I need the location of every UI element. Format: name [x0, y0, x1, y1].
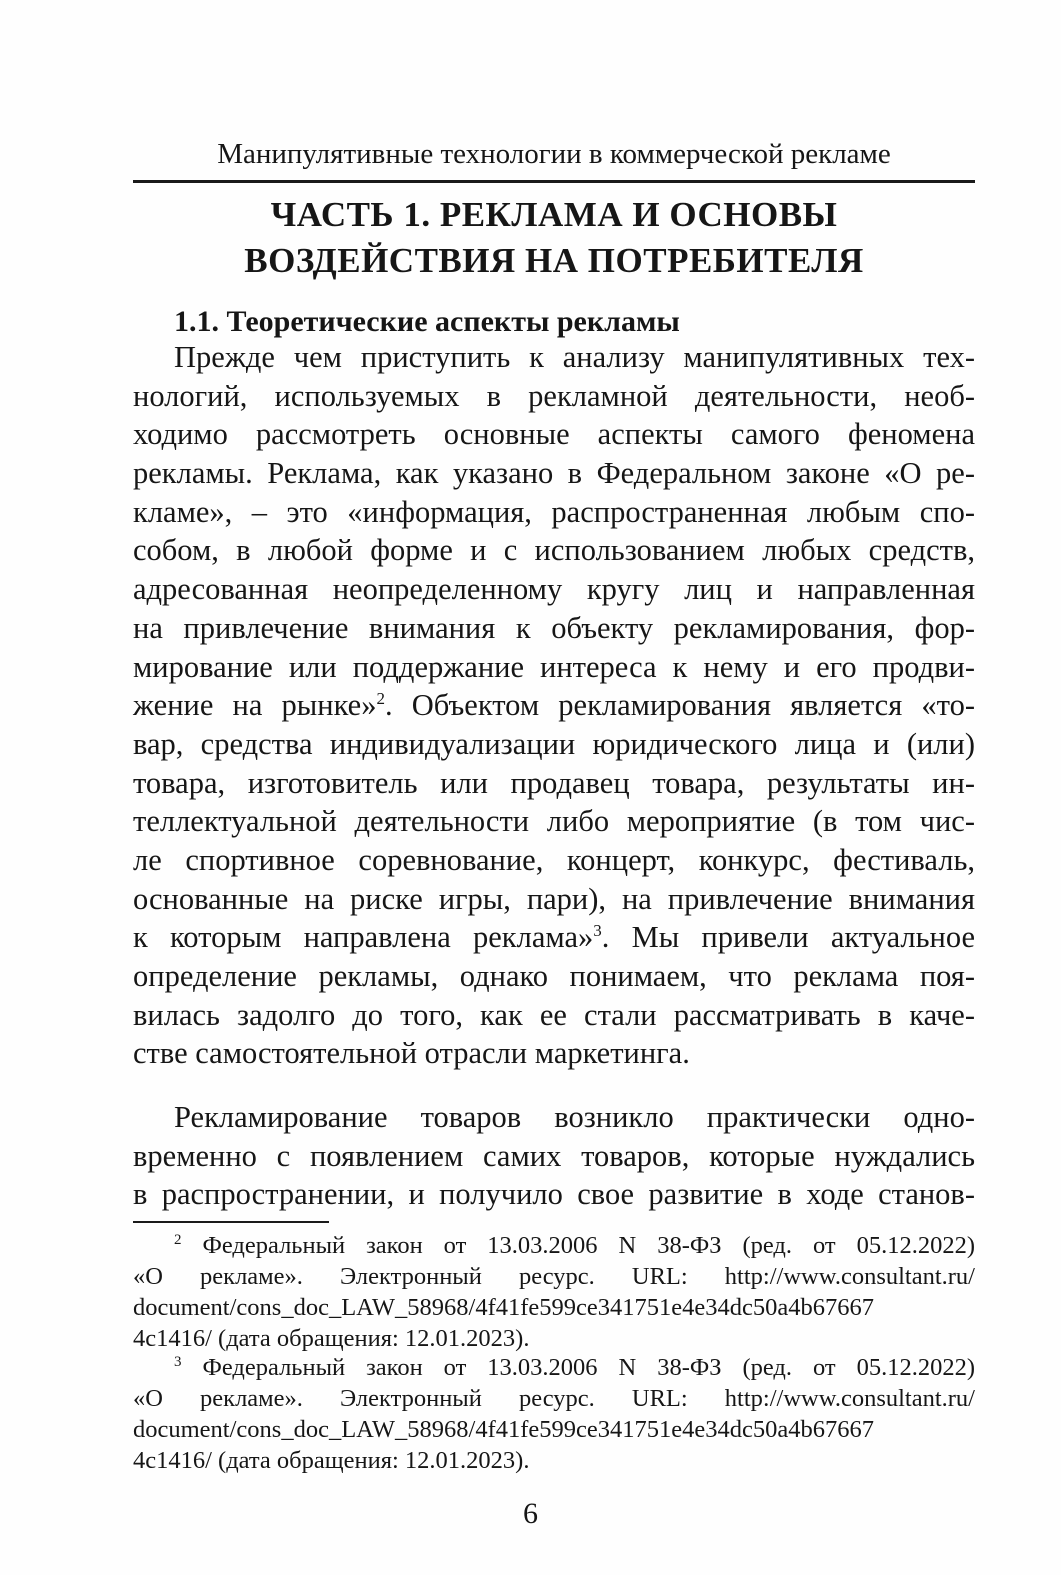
text-line: теллектуальной деятельности либо мероприятие (в том чис- — [133, 804, 975, 839]
text-line: Рекламирование товаров возникло практически одно- — [174, 1100, 975, 1134]
footnote-line: 4c1416/ (дата обращения: 12.01.2023). — [133, 1325, 530, 1352]
footnote-text: Федеральный закон от 13.03.2006 N 38-ФЗ (ред. от 05.12.2022) — [202, 1232, 976, 1259]
text-segment: к которым направлена реклама» — [133, 920, 594, 955]
header-rule — [133, 180, 975, 183]
text-line: стве самостоятельной отрасли маркетинга. — [133, 1036, 690, 1071]
footnote-line: «О рекламе». Электронный ресурс. URL: http://www.consultant.ru/ — [133, 1385, 975, 1412]
part-title-line-1: ЧАСТЬ 1. РЕКЛАМА И ОСНОВЫ — [270, 195, 838, 234]
part-title-line-2: ВОЗДЕЙСТВИЯ НА ПОТРЕБИТЕЛЯ — [244, 241, 864, 280]
footnote-ref-2[interactable]: 2 — [376, 689, 385, 709]
text-line: временно с появлением самих товаров, которые нуждались — [133, 1138, 975, 1173]
text-line: определение рекламы, однако понимаем, что реклама поя- — [133, 959, 975, 993]
footnote-rule — [133, 1221, 329, 1223]
page-number: 6 — [523, 1497, 538, 1530]
text-line: рекламы. Реклама, как указано в Федеральном законе «О ре- — [133, 456, 975, 491]
body-paragraph-1 — [133, 338, 975, 1073]
footnote-line: «О рекламе». Электронный ресурс. URL: http://www.consultant.ru/ — [133, 1263, 975, 1290]
text-segment: жение на рынке» — [133, 688, 377, 723]
footnote-line: document/cons_doc_LAW_58968/4f41fe599ce341751e4e34dc50a4b67667 — [133, 1416, 875, 1443]
text-line: товара, изготовитель или продавец товара, результаты ин- — [133, 765, 975, 800]
footnote-line: document/cons_doc_LAW_58968/4f41fe599ce341751e4e34dc50a4b67667 — [133, 1294, 875, 1321]
text-line: нологий, используемых в рекламной деятельности, необ- — [133, 378, 975, 413]
footnote-text: Федеральный закон от 13.03.2006 N 38-ФЗ (ред. от 05.12.2022) — [202, 1354, 976, 1381]
part-title — [133, 192, 975, 284]
text-line: Прежде чем приступить к анализу манипулятивных тех- — [174, 340, 975, 374]
footnote-number: 3 — [174, 1353, 182, 1370]
footnote-line: 4c1416/ (дата обращения: 12.01.2023). — [133, 1447, 530, 1474]
footnote-line — [133, 1230, 975, 1261]
footnote-3 — [133, 1352, 975, 1476]
text-line: вилась задолго до того, как ее стали рассматривать в каче- — [133, 997, 975, 1032]
footnote-ref-3[interactable]: 3 — [593, 921, 602, 941]
text-line: ходимо рассмотреть основные аспекты самого феномена — [133, 417, 975, 452]
text-line: собом, в любой форме и с использованием любых средств, — [133, 533, 975, 568]
footnote-2 — [133, 1230, 975, 1354]
running-header: Манипулятивные технологии в коммерческой рекламе — [217, 138, 891, 170]
text-line: на привлечение внимания к объекту рекламирования, фор- — [133, 610, 975, 645]
section-title: 1.1. Теоретические аспекты рекламы — [174, 305, 680, 338]
text-line: кламе», – это «информация, распространенная любым спо- — [133, 494, 975, 529]
text-line: адресованная неопределенному кругу лиц и направленная — [133, 572, 975, 607]
text-line: вар, средства индивидуализации юридического лица и (или) — [133, 726, 975, 761]
text-line: ле спортивное соревнование, концерт, конкурс, фестиваль, — [133, 842, 975, 877]
text-line: в распространении, и получило свое развитие в ходе станов- — [133, 1177, 975, 1212]
text-line: основанные на риске игры, пари), на привлечение внимания — [133, 881, 975, 916]
footnote-number: 2 — [174, 1231, 182, 1248]
text-line — [133, 918, 975, 957]
footnote-line — [133, 1352, 975, 1383]
text-line: мирование или поддержание интереса к нему и его продви- — [133, 649, 975, 684]
text-segment: . Мы привели актуальное — [601, 920, 975, 955]
text-segment: . Объектом рекламирования является «то- — [384, 688, 975, 723]
body-paragraph-2 — [133, 1098, 975, 1214]
text-line — [133, 686, 975, 725]
